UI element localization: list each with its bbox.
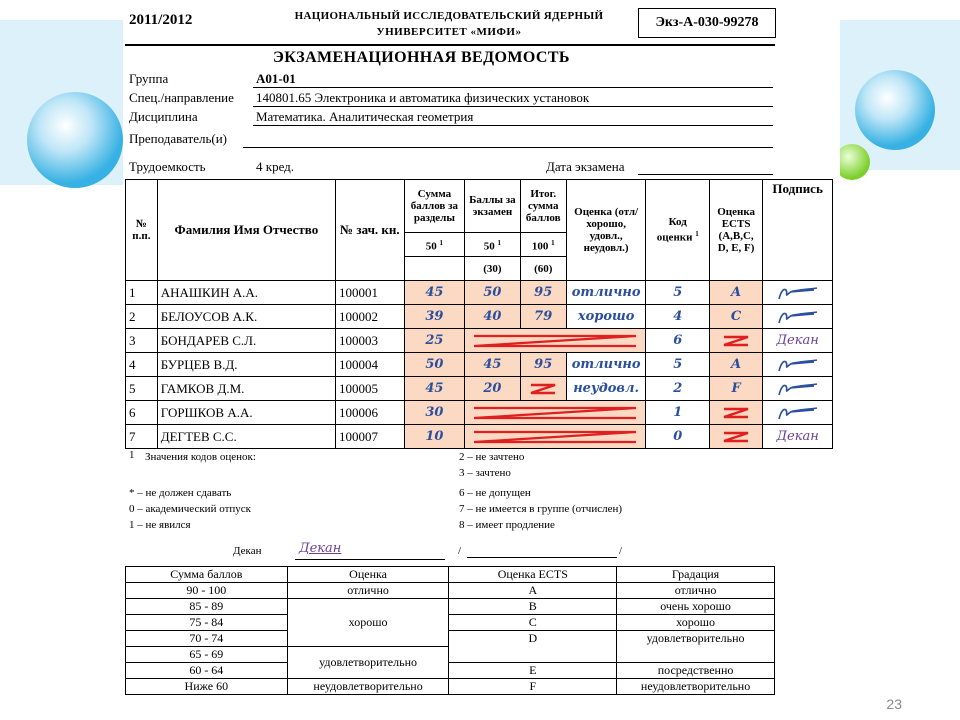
grade-code: 4 <box>646 305 710 329</box>
grade-code: 5 <box>646 281 710 305</box>
legend-code-3: 3 – зачтено <box>459 467 511 479</box>
row-number: 5 <box>126 377 158 401</box>
sections-score: 50 <box>404 353 464 377</box>
table-row <box>126 305 833 329</box>
scale-ects-d: D <box>449 631 617 663</box>
record-book: 100004 <box>336 353 405 377</box>
scale-sum-4: 70 - 74 <box>126 631 288 647</box>
discipline-label: Дисциплина <box>129 109 198 124</box>
record-book: 100002 <box>336 305 405 329</box>
teacher-signature <box>763 281 833 305</box>
dean-signature: Декан <box>299 541 342 556</box>
max-total-sup: 1 <box>551 238 555 247</box>
teacher-signature <box>763 401 833 425</box>
max-sections-text: 50 <box>425 240 437 253</box>
row-number: 6 <box>126 401 158 425</box>
specialty-label: Спец./направление <box>129 90 234 105</box>
ects-struck <box>709 425 762 449</box>
scale-gradation-5: посредственно <box>617 663 775 679</box>
exam-score: 20 <box>465 377 521 401</box>
scale-ects-a: A <box>449 583 617 599</box>
dean-slash-right: / <box>619 545 623 557</box>
scale-grade-excellent: отлично <box>287 583 449 599</box>
scale-gradation-6: неудовлетворительно <box>617 679 775 695</box>
grade-text: отлично <box>566 353 646 377</box>
header-min-total: (60) <box>520 257 566 281</box>
header-min-exam: (30) <box>465 257 521 281</box>
scale-ects-b: B <box>449 599 617 615</box>
exam-sheet <box>123 0 840 712</box>
teacher-signature <box>763 377 833 401</box>
sections-score: 10 <box>404 425 464 449</box>
student-name: ГОРШКОВ А.А. <box>157 401 335 425</box>
student-name: БУРЦЕВ В.Д. <box>157 353 335 377</box>
student-name: БОНДАРЕВ С.Л. <box>157 329 335 353</box>
header-exam-points: Баллы за экзамен <box>465 180 521 233</box>
scale-grade-good: хорошо <box>287 599 449 647</box>
table-row <box>126 425 833 449</box>
sections-score: 45 <box>404 281 464 305</box>
total-score: 95 <box>520 281 566 305</box>
ects-grade: C <box>709 305 762 329</box>
scale-gradation-1: отлично <box>617 583 775 599</box>
scale-gradation-3: хорошо <box>617 615 775 631</box>
header-sum-sections: Сумма баллов за разделы <box>404 180 464 233</box>
dean-mark: Декан <box>763 425 833 449</box>
signature-icon <box>776 381 820 397</box>
header-record: № зач. кн. <box>336 180 405 281</box>
teacher-signature <box>763 353 833 377</box>
teacher-signature <box>763 305 833 329</box>
dean-label: Декан <box>233 545 262 557</box>
header-grade: Оценка (отл/ хорошо, удовл., неудовл.) <box>566 180 646 281</box>
signature-icon <box>776 309 820 325</box>
exam-date-label: Дата экзамена <box>546 159 625 174</box>
scale-sum-3: 75 - 84 <box>126 615 288 631</box>
dean-signature-line <box>295 559 445 560</box>
record-book: 100003 <box>336 329 405 353</box>
z-mark-icon <box>526 382 560 396</box>
grading-scale-table <box>125 566 775 695</box>
header-max-total <box>520 233 566 257</box>
z-mark-icon <box>719 406 753 420</box>
legend-code-1: 1 – не явился <box>129 519 191 531</box>
dean-mark: Декан <box>763 329 833 353</box>
legend-code-0: 0 – академический отпуск <box>129 503 251 515</box>
row-number: 3 <box>126 329 158 353</box>
scale-header-ects: Оценка ECTS <box>449 567 617 583</box>
grade-text: неудовл. <box>566 377 646 401</box>
grade-text: отлично <box>566 281 646 305</box>
z-mark-icon <box>719 334 753 348</box>
grades-table <box>125 179 833 449</box>
total-score: 79 <box>520 305 566 329</box>
header-code-sup: 1 <box>695 230 699 239</box>
ects-grade: F <box>709 377 762 401</box>
labor-label: Трудоемкость <box>129 159 206 174</box>
exam-date-line <box>638 174 773 175</box>
table-row <box>126 281 833 305</box>
exam-score: 45 <box>465 353 521 377</box>
strike-mark-icon <box>470 405 640 421</box>
table-row <box>126 377 833 401</box>
dean-slash-left: / <box>458 545 462 557</box>
student-name: ГАМКОВ Д.М. <box>157 377 335 401</box>
grade-code: 5 <box>646 353 710 377</box>
document-code-box <box>638 8 776 38</box>
scale-sum-7: Ниже 60 <box>126 679 288 695</box>
row-number: 7 <box>126 425 158 449</box>
scale-header-gradation: Градация <box>617 567 775 583</box>
slide-number: 23 <box>886 696 902 712</box>
sections-score: 39 <box>404 305 464 329</box>
student-name: АНАШКИН А.А. <box>157 281 335 305</box>
student-name: ДЕГТЕВ С.С. <box>157 425 335 449</box>
exam-score: 40 <box>465 305 521 329</box>
table-row <box>126 401 833 425</box>
group-value: А01-01 <box>256 71 296 86</box>
scale-ects-e: E <box>449 663 617 679</box>
z-mark-icon <box>719 430 753 444</box>
row-number: 4 <box>126 353 158 377</box>
record-book: 100007 <box>336 425 405 449</box>
total-score-struck <box>520 377 566 401</box>
ects-struck <box>709 401 762 425</box>
strike-mark-icon <box>470 333 640 349</box>
max-exam-text: 50 <box>483 240 495 253</box>
header-name: Фамилия Имя Отчество <box>157 180 335 281</box>
labor-value: 4 кред. <box>256 159 295 174</box>
legend-code-star: * – не должен сдавать <box>129 487 232 499</box>
scale-gradation-2: очень хорошо <box>617 599 775 615</box>
row-number: 2 <box>126 305 158 329</box>
table-row <box>126 329 833 353</box>
scale-ects-c: C <box>449 615 617 631</box>
scale-sum-1: 90 - 100 <box>126 583 288 599</box>
specialty-line <box>253 106 773 107</box>
sections-score: 30 <box>404 401 464 425</box>
header-max-exam <box>465 233 521 257</box>
record-book: 100005 <box>336 377 405 401</box>
document-code: Экз-А-030-99278 <box>655 15 759 30</box>
total-score: 95 <box>520 353 566 377</box>
header-sign: Подпись <box>763 180 833 281</box>
legend-code-8: 8 – имеет продление <box>459 519 555 531</box>
sections-score: 45 <box>404 377 464 401</box>
legend-sup: 1 <box>129 449 135 461</box>
discipline-line <box>253 125 773 126</box>
grade-code: 6 <box>646 329 710 353</box>
signature-icon <box>776 405 820 421</box>
scale-sum-2: 85 - 89 <box>126 599 288 615</box>
university-name-line1: НАЦИОНАЛЬНЫЙ ИССЛЕДОВАТЕЛЬСКИЙ ЯДЕРНЫЙ <box>294 10 604 22</box>
ects-struck <box>709 329 762 353</box>
header-num: № п.п. <box>126 180 158 281</box>
scale-sum-5: 65 - 69 <box>126 647 288 663</box>
discipline-value: Математика. Аналитическая геометрия <box>256 109 474 124</box>
header-code-text: Код оценки <box>656 216 693 244</box>
grade-code: 1 <box>646 401 710 425</box>
header-rule <box>125 44 775 46</box>
university-name-line2: УНИВЕРСИТЕТ «МИФИ» <box>376 26 522 38</box>
legend-title: Значения кодов оценок: <box>145 451 256 463</box>
specialty-value: 140801.65 Электроника и автоматика физических установок <box>256 90 590 105</box>
scale-gradation-4: удовлетворительно <box>617 631 775 663</box>
group-line <box>253 87 773 88</box>
max-sections-sup: 1 <box>439 238 444 247</box>
scale-ects-f: F <box>449 679 617 695</box>
grade-code: 0 <box>646 425 710 449</box>
scale-sum-6: 60 - 64 <box>126 663 288 679</box>
max-total-text: 100 <box>531 240 549 253</box>
scale-header-grade: Оценка <box>287 567 449 583</box>
grade-code: 2 <box>646 377 710 401</box>
signature-icon <box>776 285 820 301</box>
dean-name-line <box>467 557 617 558</box>
teacher-line <box>243 147 773 148</box>
ects-grade: A <box>709 281 762 305</box>
group-label: Группа <box>129 71 169 86</box>
legend-code-6: 6 – не допущен <box>459 487 531 499</box>
row-number: 1 <box>126 281 158 305</box>
header-min-sections-empty <box>404 257 464 281</box>
student-name: БЕЛОУСОВ А.К. <box>157 305 335 329</box>
teacher-label: Преподаватель(и) <box>129 131 228 146</box>
header-code <box>646 180 710 281</box>
struck-scores <box>465 425 646 449</box>
signature-icon <box>776 357 820 373</box>
struck-scores <box>465 329 646 353</box>
sections-score: 25 <box>404 329 464 353</box>
legend-code-7: 7 – не имеется в группе (отчислен) <box>459 503 623 515</box>
scale-header-sum: Сумма баллов <box>126 567 288 583</box>
record-book: 100001 <box>336 281 405 305</box>
legend-code-2: 2 – не зачтено <box>459 451 525 463</box>
grade-text: хорошо <box>566 305 646 329</box>
academic-year: 2011/2012 <box>129 12 193 28</box>
exam-score: 50 <box>465 281 521 305</box>
header-max-sections <box>404 233 464 257</box>
scale-grade-fail: неудовлетворительно <box>287 679 449 695</box>
strike-mark-icon <box>470 429 640 445</box>
scale-grade-satisfactory: удовлетворительно <box>287 647 449 679</box>
struck-scores <box>465 401 646 425</box>
record-book: 100006 <box>336 401 405 425</box>
ects-grade: A <box>709 353 762 377</box>
header-ects: Оценка ECTS (A,B,C, D, E, F) <box>709 180 762 281</box>
header-total: Итог. сумма баллов <box>520 180 566 233</box>
document-title: ЭКЗАМЕНАЦИОННАЯ ВЕДОМОСТЬ <box>273 49 570 66</box>
table-row <box>126 353 833 377</box>
max-exam-sup: 1 <box>497 238 502 247</box>
